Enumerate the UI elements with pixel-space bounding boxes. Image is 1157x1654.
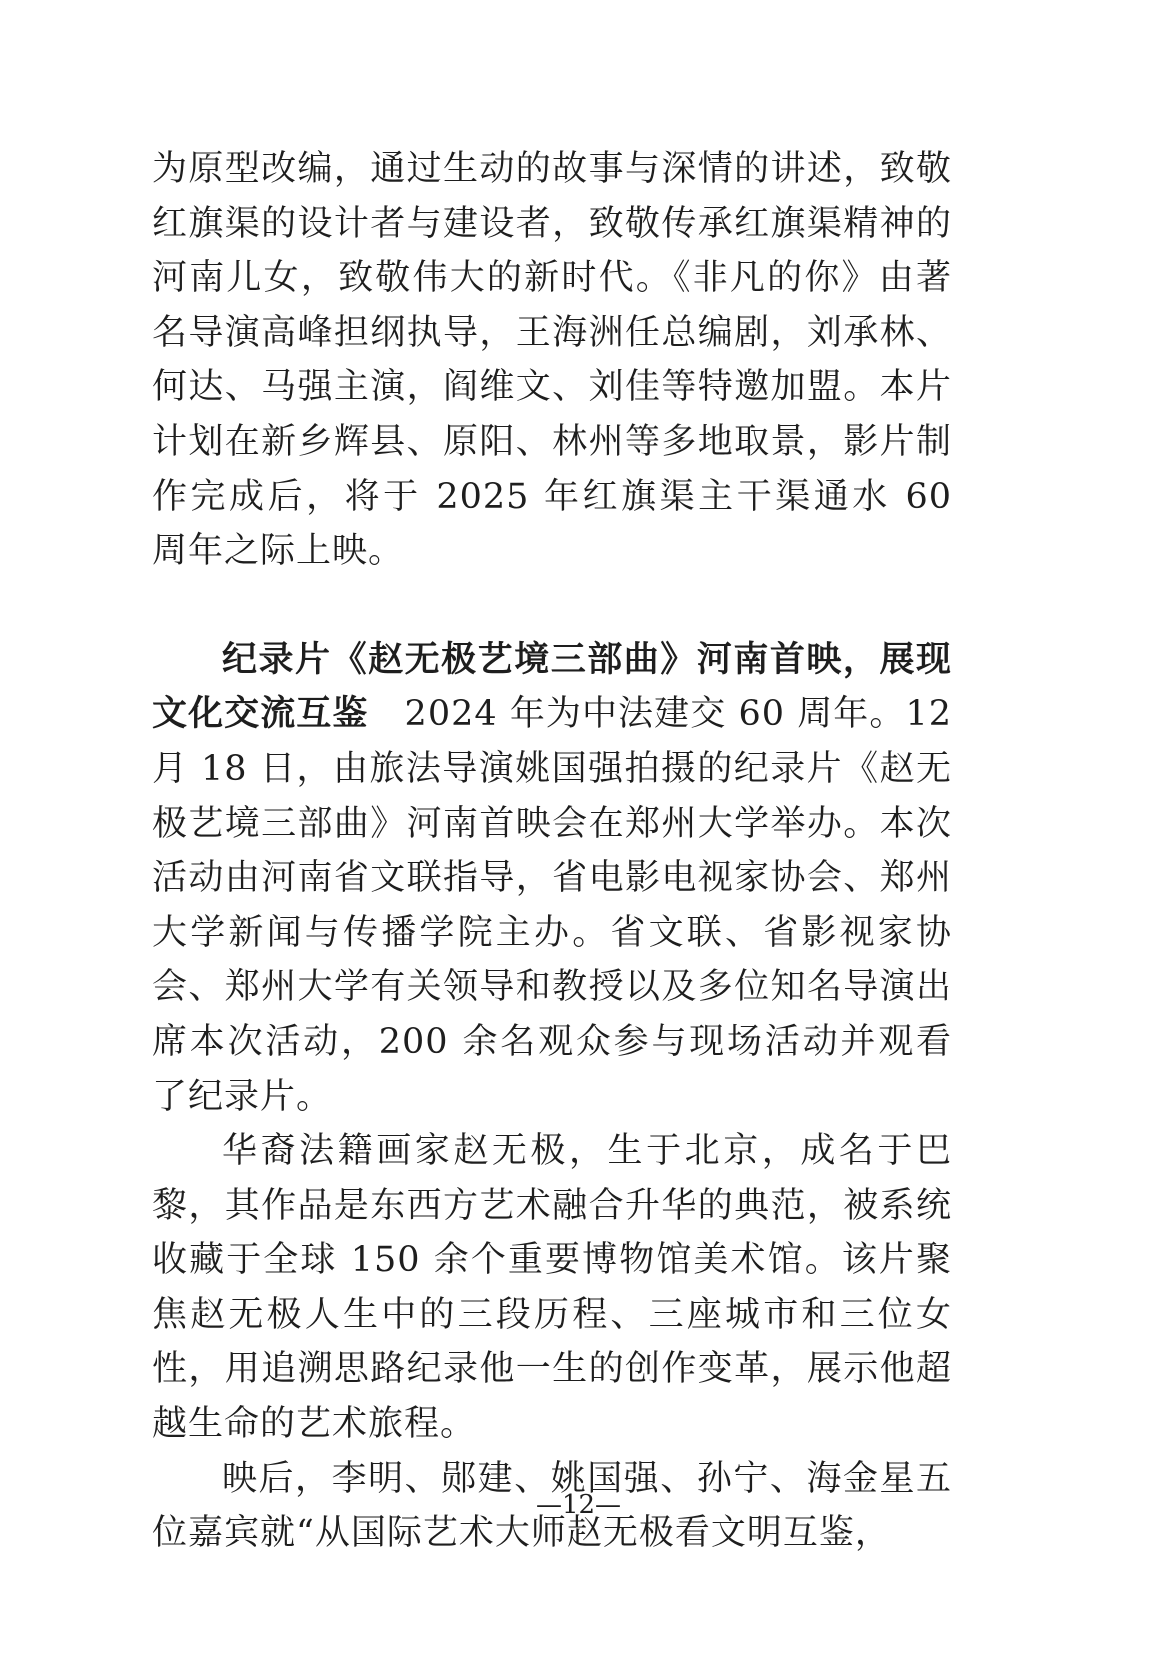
document-body — [152, 142, 952, 1561]
section-heading: 纪录片《赵无极艺境三部曲》河南首映，展现文化交流互鉴 — [152, 639, 952, 735]
paragraph-post-screening: 映后，李明、郧建、姚国强、孙宁、海金星五位嘉宾就“从国际艺术大师赵无极看文明互鉴， — [152, 1458, 952, 1554]
paragraph-documentary-premiere — [152, 633, 952, 1124]
section-body: 2024 年为中法建交 60 周年。12 月 18 日，由旅法导演姚国强拍摄的纪录片《赵无极艺境三部曲》河南首映会在郑州大学举办。本次活动由河南省文联指导，省电影电视家协会、郑州大学新闻与传播学院主办。省文联、省影视家协会、郑州大学有关领导和教授以及多位知名导演出席本次活动，200 余名观众参与现场活动并观看了纪录片。 — [152, 694, 952, 1117]
page-number: —12— — [535, 1490, 622, 1520]
paragraph-painter-bio: 华裔法籍画家赵无极，生于北京，成名于巴黎，其作品是东西方艺术融合升华的典范，被系统收藏于全球 150 余个重要博物馆美术馆。该片聚焦赵无极人生中的三段历程、三座城市和三位女性，用追溯思路纪录他一生的创作变革，展示他超越生命的艺术旅程。 — [152, 1131, 952, 1445]
paragraph-film-intro: 为原型改编，通过生动的故事与深情的讲述，致敬红旗渠的设计者与建设者，致敬传承红旗渠精神的河南儿女，致敬伟大的新时代。《非凡的你》由著名导演高峰担纲执导，王海洲任总编剧，刘承林、何达、马强主演，阎维文、刘佳等特邀加盟。本片计划在新乡辉县、原阳、林州等多地取景，影片制作完成后，将于 2025 年红旗渠主干渠通水 60 周年之际上映。 — [152, 149, 952, 572]
